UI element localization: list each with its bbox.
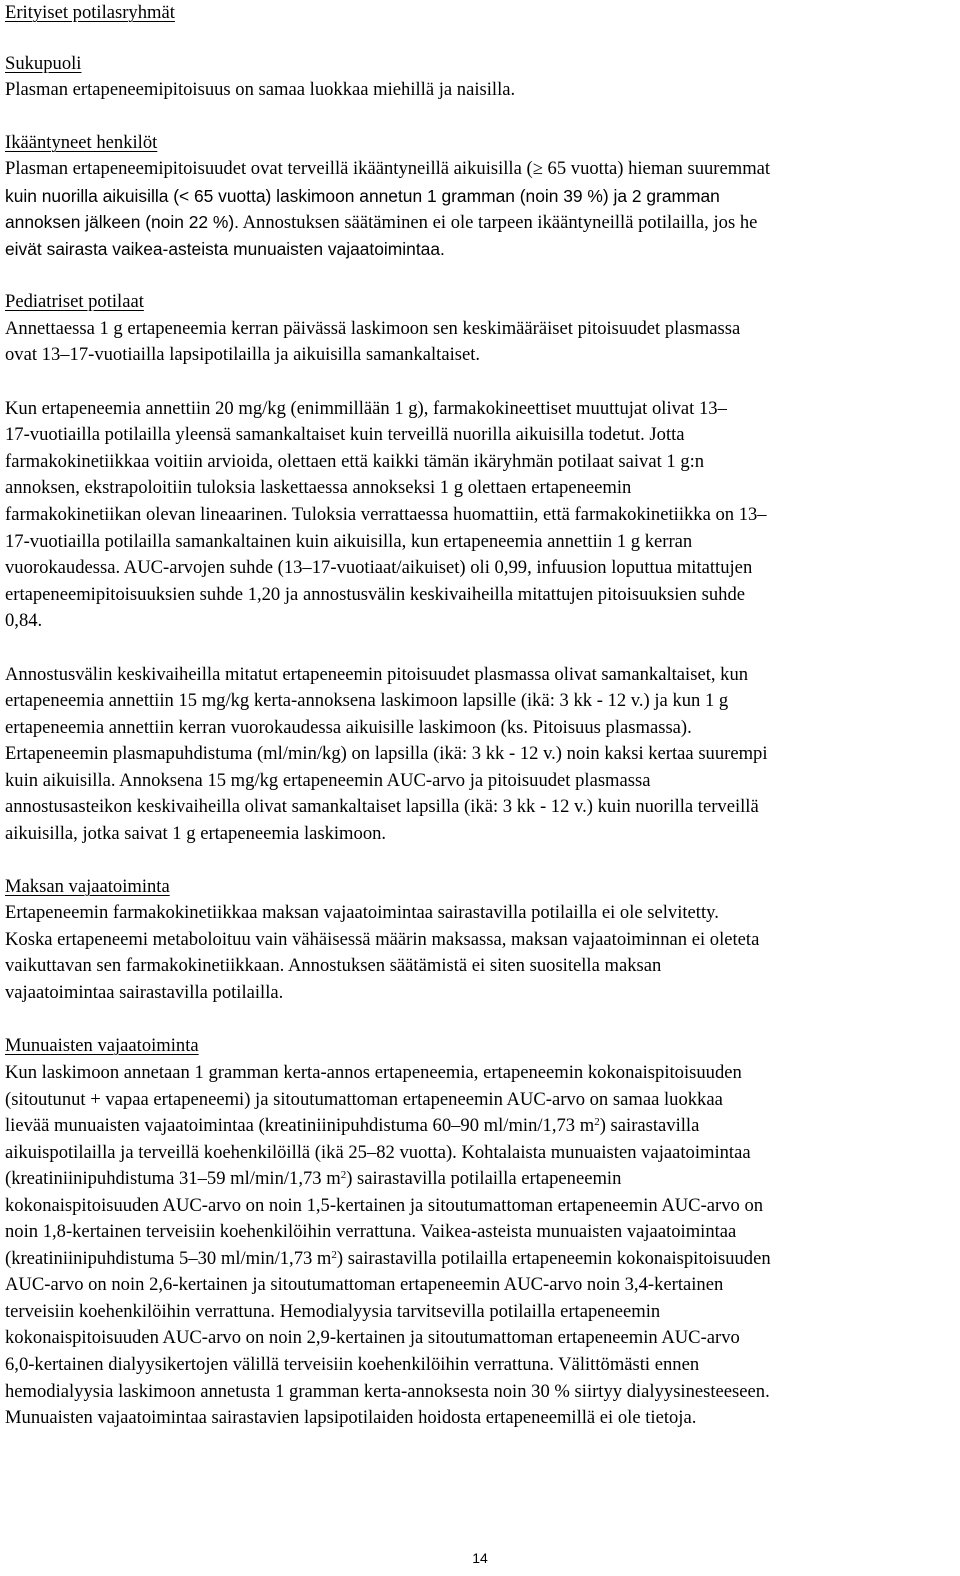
- pediatriset-p3-line: annostusasteikon keskivaiheilla olivat samankaltaiset lapsilla (ikä: 3 kk - 12 v.) kuin nuorilla terveillä: [5, 796, 759, 817]
- pediatriset-p3-line: aikuisilla, jotka saivat 1 g ertapeneemia laskimoon.: [5, 823, 387, 844]
- munuaiset-line-part: ) sairastavilla: [599, 1115, 700, 1136]
- munuaiset-line-part: ) sairastavilla potilailla ertapeneemin: [346, 1168, 622, 1189]
- munuaiset-line: [5, 1113, 699, 1139]
- ikaantyneet-line: [5, 209, 757, 236]
- pediatriset-p2-line: 17-vuotiailla potilailla yleensä samankaltaiset kuin terveillä nuorilla aikuisilla todetut. Jotta: [5, 424, 685, 445]
- page-number: 14: [472, 1550, 488, 1566]
- maksa-line: vajaatoimintaa sairastavilla potilailla.: [5, 982, 284, 1003]
- pediatriset-p2-line: Kun ertapeneemia annettiin 20 mg/kg (enimmillään 1 g), farmakokineettiset muuttujat olivat 13–: [5, 398, 727, 419]
- munuaiset-line: [5, 1246, 771, 1272]
- sukupuoli-heading: Sukupuoli: [5, 53, 82, 74]
- sukupuoli-text: Plasman ertapeneemipitoisuus on samaa luokkaa miehillä ja naisilla.: [5, 79, 516, 100]
- ikaantyneet-line: eivät sairasta vaikea-asteista munuaisten vajaatoimintaa.: [5, 239, 445, 259]
- maksa-line: Koska ertapeneemi metaboloituu vain vähäisessä määrin maksassa, maksan vajaatoiminnan ei oleteta: [5, 929, 760, 950]
- maksa-line: Ertapeneemin farmakokinetiikkaa maksan vajaatoimintaa sairastavilla potilailla ei ole selvitetty.: [5, 902, 719, 923]
- pediatriset-p2-line: 17-vuotiailla potilailla samankaltainen kuin aikuisilla, kun ertapeneemia annettiin 1 g kerran: [5, 531, 693, 552]
- munuaiset-line-part: lievää munuaisten vajaatoimintaa (kreatiniinipuhdistuma 60–90 ml/min/1,73 m: [5, 1115, 595, 1136]
- maksa-heading: Maksan vajaatoiminta: [5, 876, 170, 897]
- munuaiset-line: kokonaispitoisuuden AUC-arvo on noin 1,5-kertainen ja sitoutumattoman ertapeneemin AUC-arvo on: [5, 1195, 764, 1216]
- pediatriset-p1-line: Annettaessa 1 g ertapeneemia kerran päivässä laskimoon sen keskimääräiset pitoisuudet plasmassa: [5, 318, 741, 339]
- pediatriset-p3-line: ertapeneemia annettiin kerran vuorokaudessa aikuisille laskimoon (ks. Pitoisuus plasmassa).: [5, 717, 692, 738]
- pediatriset-p3-line: kuin aikuisilla. Annoksena 15 mg/kg ertapeneemin AUC-arvo ja pitoisuudet plasmassa: [5, 770, 651, 791]
- munuaiset-line-part: (kreatiniinipuhdistuma 5–30 ml/min/1,73 m: [5, 1248, 332, 1269]
- pediatriset-p3-line: Ertapeneemin plasmapuhdistuma (ml/min/kg) on lapsilla (ikä: 3 kk - 12 v.) noin kaksi kertaa suurempi: [5, 743, 768, 764]
- munuaiset-line: (sitoutunut + vapaa ertapeneemi) ja sitoutumattoman ertapeneemin AUC-arvo on samaa luokkaa: [5, 1089, 723, 1110]
- maksa-line: vaikuttavan sen farmakokinetiikkaan. Annostuksen säätämistä ei siten suositella maksan: [5, 955, 662, 976]
- superscript: 2: [340, 1169, 347, 1181]
- munuaiset-heading: Munuaisten vajaatoiminta: [5, 1035, 199, 1056]
- munuaiset-line: kokonaispitoisuuden AUC-arvo on noin 2,9-kertainen ja sitoutumattoman ertapeneemin AUC-arvo: [5, 1327, 740, 1348]
- pediatriset-p3-line: ertapeneemia annettiin 15 mg/kg kerta-annoksena laskimoon lapsille (ikä: 3 kk - 12 v.) ja kun 1 g: [5, 690, 729, 711]
- munuaiset-line: terveisiin koehenkilöihin verrattuna. Hemodialyysia tarvitsevilla potilailla ertapeneemin: [5, 1301, 661, 1322]
- pediatriset-p2-line: 0,84.: [5, 610, 43, 631]
- munuaiset-line-part: (kreatiniinipuhdistuma 31–59 ml/min/1,73 m: [5, 1168, 341, 1189]
- munuaiset-line: 6,0-kertainen dialyysikertojen välillä terveisiin koehenkilöihin verrattuna. Välittömästi ennen: [5, 1354, 700, 1375]
- pediatriset-heading: Pediatriset potilaat: [5, 291, 144, 312]
- munuaiset-line: noin 1,8-kertainen terveisiin koehenkilöihin verrattuna. Vaikea-asteista munuaisten vajaatoimintaa: [5, 1221, 737, 1242]
- superscript: 2: [594, 1116, 600, 1128]
- munuaiset-line: AUC-arvo on noin 2,6-kertainen ja sitoutumattoman ertapeneemin AUC-arvo noin 3,4-kertainen: [5, 1274, 724, 1295]
- superscript: 2: [331, 1249, 337, 1261]
- ikaantyneet-line-part: Annostuksen säätäminen ei ole tarpeen ikääntyneillä potilailla, jos he: [238, 212, 758, 233]
- munuaiset-line: Kun laskimoon annetaan 1 gramman kerta-annos ertapeneemia, ertapeneemin kokonaispitoisuuden: [5, 1062, 742, 1083]
- pediatriset-p2-line: farmakokinetiikan olevan lineaarinen. Tuloksia verrattaessa huomattiin, että farmakokinetiikka on 13–: [5, 504, 767, 525]
- ikaantyneet-line: kuin nuorilla aikuisilla (< 65 vuotta) laskimoon annetun 1 gramman (noin 39 %) ja 2 gramman: [5, 186, 720, 206]
- pediatriset-p3-line: Annostusvälin keskivaiheilla mitatut ertapeneemin pitoisuudet plasmassa olivat samankaltaiset, kun: [5, 664, 749, 685]
- munuaiset-line: Munuaisten vajaatoimintaa sairastavien lapsipotilaiden hoidosta ertapeneemillä ei ole tietoja.: [5, 1407, 697, 1428]
- pediatriset-p2-line: ertapeneemipitoisuuksien suhde 1,20 ja annostusvälin keskivaiheilla mitattujen pitoisuuksien suhde: [5, 584, 746, 605]
- munuaiset-line: aikuispotilailla ja terveillä koehenkilöillä (ikä 25–82 vuotta). Kohtalaista munuaisten vajaatoimintaa: [5, 1142, 751, 1163]
- pediatriset-p2-line: farmakokinetiikkaa voitiin arvioida, olettaen että kaikki tämän ikäryhmän potilaat saivat 1 g:n: [5, 451, 705, 472]
- section-title: Erityiset potilasryhmät: [5, 2, 175, 23]
- pediatriset-p2-line: annoksen, ekstrapoloitiin tuloksia laskettaessa annokseksi 1 g olettaen ertapeneemin: [5, 477, 632, 498]
- munuaiset-line-part: ) sairastavilla potilailla ertapeneemin kokonaispitoisuuden: [336, 1248, 771, 1269]
- munuaiset-line: [5, 1166, 621, 1192]
- pediatriset-p1-line: ovat 13–17-vuotiailla lapsipotilailla ja aikuisilla samankaltaiset.: [5, 344, 481, 365]
- pediatriset-p2-line: vuorokaudessa. AUC-arvojen suhde (13–17-vuotiaat/aikuiset) oli 0,99, infuusion loputtua mitattujen: [5, 557, 753, 578]
- ikaantyneet-line-part: annoksen jälkeen (noin 22 %).: [5, 212, 239, 232]
- munuaiset-line: hemodialyysia laskimoon annetusta 1 gramman kerta-annoksesta noin 30 % siirtyy dialyysinesteeseen.: [5, 1381, 770, 1402]
- ikaantyneet-line: Plasman ertapeneemipitoisuudet ovat terveillä ikääntyneillä aikuisilla (≥ 65 vuotta) hieman suuremmat: [5, 158, 771, 179]
- ikaantyneet-heading: Ikääntyneet henkilöt: [5, 132, 158, 153]
